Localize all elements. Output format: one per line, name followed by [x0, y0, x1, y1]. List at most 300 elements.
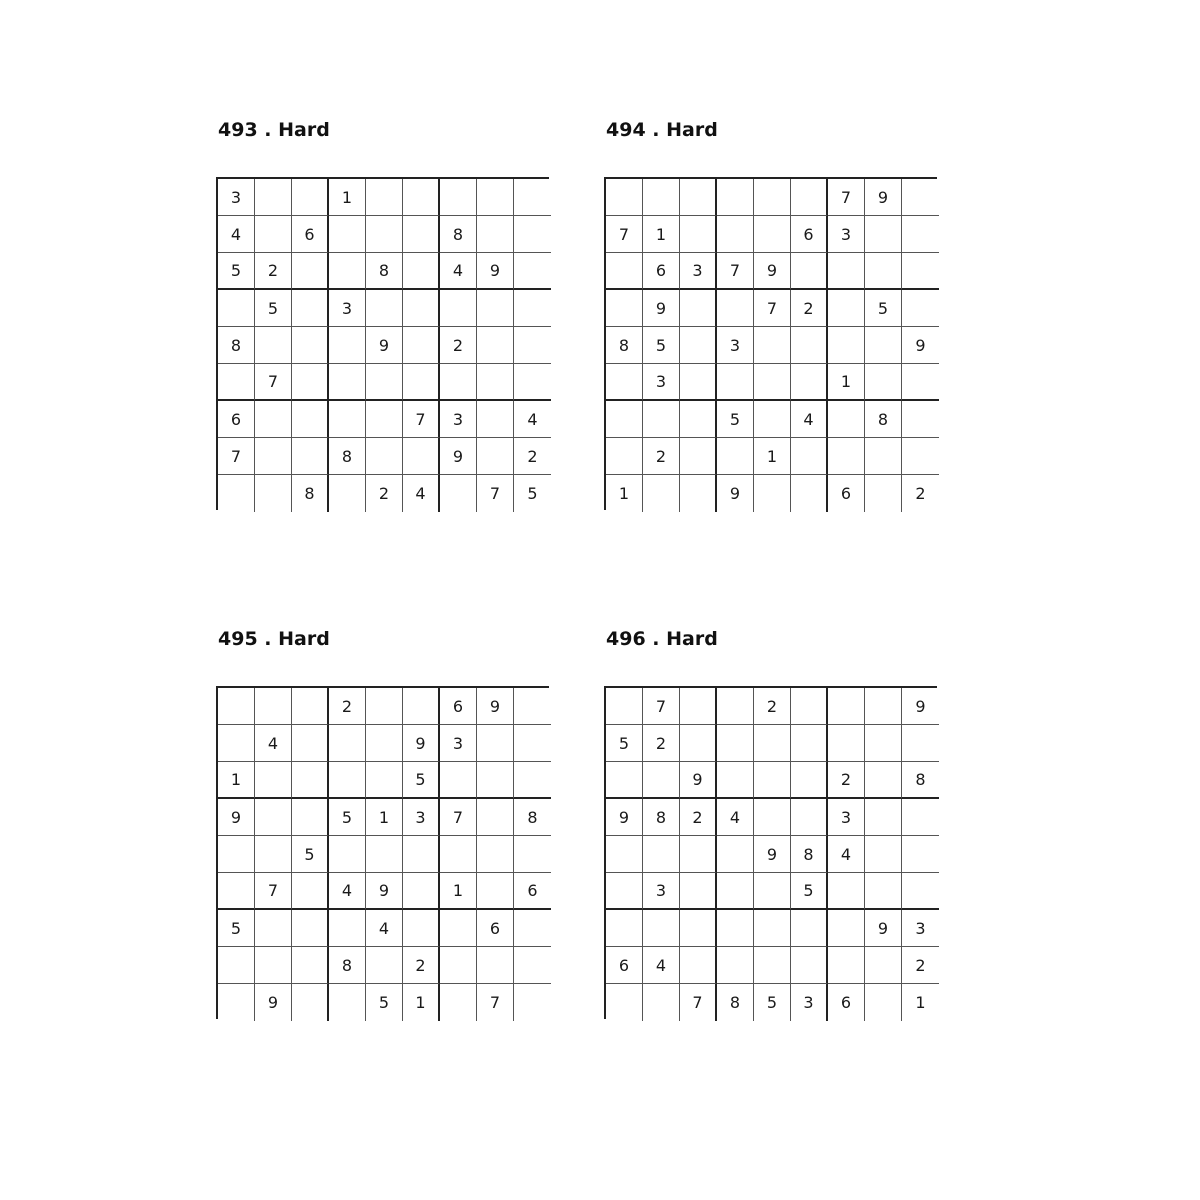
- sudoku-cell: [514, 253, 551, 290]
- sudoku-cell: [255, 216, 292, 253]
- sudoku-cell: [403, 873, 440, 910]
- sudoku-cell: [477, 401, 514, 438]
- sudoku-cell: [902, 836, 939, 873]
- sudoku-cell: 7: [255, 364, 292, 401]
- sudoku-cell: [477, 873, 514, 910]
- sudoku-cell: [218, 475, 255, 512]
- sudoku-cell: 9: [477, 253, 514, 290]
- sudoku-cell: 2: [329, 688, 366, 725]
- sudoku-cell: 7: [828, 179, 865, 216]
- sudoku-cell: [606, 910, 643, 947]
- sudoku-cell: 8: [366, 253, 403, 290]
- sudoku-cell: [403, 364, 440, 401]
- sudoku-cell: [791, 725, 828, 762]
- sudoku-cell: 2: [791, 290, 828, 327]
- sudoku-cell: [292, 179, 329, 216]
- sudoku-cell: [717, 216, 754, 253]
- sudoku-cell: [606, 179, 643, 216]
- sudoku-cell: [514, 836, 551, 873]
- sudoku-cell: [680, 327, 717, 364]
- sudoku-cell: [440, 475, 477, 512]
- sudoku-cell: [643, 179, 680, 216]
- sudoku-cell: 8: [292, 475, 329, 512]
- puzzle-496: [604, 628, 944, 1019]
- sudoku-cell: 6: [477, 910, 514, 947]
- sudoku-cell: 9: [680, 762, 717, 799]
- sudoku-cell: [440, 762, 477, 799]
- sudoku-cell: [606, 290, 643, 327]
- sudoku-cell: [754, 327, 791, 364]
- sudoku-cell: [680, 216, 717, 253]
- sudoku-cell: 7: [403, 401, 440, 438]
- sudoku-cell: 9: [366, 873, 403, 910]
- sudoku-cell: [828, 327, 865, 364]
- sudoku-cell: 7: [255, 873, 292, 910]
- sudoku-cell: 3: [643, 873, 680, 910]
- sudoku-cell: 5: [366, 984, 403, 1021]
- sudoku-cell: [255, 799, 292, 836]
- sudoku-grid: [604, 177, 937, 510]
- sudoku-cell: 9: [717, 475, 754, 512]
- sudoku-cell: 5: [606, 725, 643, 762]
- sudoku-cell: [828, 725, 865, 762]
- sudoku-cell: 6: [828, 984, 865, 1021]
- sudoku-cell: [717, 290, 754, 327]
- sudoku-cell: 5: [643, 327, 680, 364]
- sudoku-cell: [292, 762, 329, 799]
- sudoku-cell: [292, 910, 329, 947]
- sudoku-cell: 5: [218, 910, 255, 947]
- sudoku-cell: [514, 688, 551, 725]
- sudoku-cell: [514, 984, 551, 1021]
- sudoku-cell: [440, 910, 477, 947]
- sudoku-cell: 3: [902, 910, 939, 947]
- sudoku-cell: 8: [440, 216, 477, 253]
- sudoku-cell: [791, 364, 828, 401]
- sudoku-cell: [255, 910, 292, 947]
- sudoku-cell: 1: [366, 799, 403, 836]
- sudoku-cell: 1: [329, 179, 366, 216]
- sudoku-cell: [606, 984, 643, 1021]
- sudoku-cell: [791, 179, 828, 216]
- sudoku-cell: [680, 179, 717, 216]
- sudoku-cell: [606, 438, 643, 475]
- sudoku-cell: [218, 725, 255, 762]
- sudoku-cell: 5: [255, 290, 292, 327]
- sudoku-cell: [828, 688, 865, 725]
- sudoku-cell: [902, 401, 939, 438]
- sudoku-cell: 9: [366, 327, 403, 364]
- sudoku-cell: [902, 216, 939, 253]
- sudoku-cell: [329, 253, 366, 290]
- sudoku-cell: [440, 364, 477, 401]
- sudoku-cell: 8: [643, 799, 680, 836]
- sudoku-cell: [791, 762, 828, 799]
- sudoku-cell: [292, 688, 329, 725]
- sudoku-cell: [292, 799, 329, 836]
- sudoku-cell: [218, 984, 255, 1021]
- sudoku-cell: [255, 438, 292, 475]
- sudoku-cell: 5: [754, 984, 791, 1021]
- sudoku-cell: 2: [403, 947, 440, 984]
- sudoku-cell: [717, 947, 754, 984]
- sudoku-cell: [514, 216, 551, 253]
- sudoku-cell: [791, 910, 828, 947]
- sudoku-cell: 7: [477, 984, 514, 1021]
- sudoku-cell: 3: [828, 216, 865, 253]
- sudoku-cell: [828, 401, 865, 438]
- sudoku-cell: 7: [477, 475, 514, 512]
- sudoku-cell: 8: [865, 401, 902, 438]
- sudoku-cell: 1: [902, 984, 939, 1021]
- sudoku-cell: 3: [440, 725, 477, 762]
- sudoku-cell: [717, 688, 754, 725]
- sudoku-cell: [366, 725, 403, 762]
- sudoku-cell: 9: [440, 438, 477, 475]
- sudoku-cell: [754, 179, 791, 216]
- sudoku-cell: [514, 290, 551, 327]
- sudoku-cell: 3: [218, 179, 255, 216]
- sudoku-cell: [828, 290, 865, 327]
- sudoku-cell: [292, 364, 329, 401]
- sudoku-cell: 9: [403, 725, 440, 762]
- sudoku-cell: 3: [643, 364, 680, 401]
- sudoku-cell: [680, 836, 717, 873]
- sudoku-cell: [366, 438, 403, 475]
- sudoku-cell: [255, 762, 292, 799]
- sudoku-cell: [477, 216, 514, 253]
- sudoku-cell: 6: [791, 216, 828, 253]
- sudoku-cell: [255, 475, 292, 512]
- sudoku-cell: [791, 688, 828, 725]
- sudoku-cell: [865, 216, 902, 253]
- sudoku-cell: [329, 910, 366, 947]
- sudoku-cell: 9: [865, 179, 902, 216]
- sudoku-cell: [329, 364, 366, 401]
- sudoku-cell: [680, 364, 717, 401]
- sudoku-cell: [606, 688, 643, 725]
- sudoku-cell: 4: [440, 253, 477, 290]
- sudoku-cell: [606, 401, 643, 438]
- sudoku-cell: 1: [754, 438, 791, 475]
- sudoku-cell: [606, 364, 643, 401]
- sudoku-cell: 5: [514, 475, 551, 512]
- sudoku-cell: [643, 762, 680, 799]
- sudoku-cell: [902, 799, 939, 836]
- sudoku-cell: [514, 179, 551, 216]
- sudoku-grid: [216, 686, 549, 1019]
- sudoku-cell: [865, 327, 902, 364]
- sudoku-cell: [218, 873, 255, 910]
- sudoku-cell: [440, 179, 477, 216]
- sudoku-cell: [292, 438, 329, 475]
- sudoku-cell: [791, 799, 828, 836]
- sudoku-cell: [255, 327, 292, 364]
- sudoku-cell: [865, 762, 902, 799]
- sudoku-cell: [514, 725, 551, 762]
- sudoku-cell: 4: [643, 947, 680, 984]
- puzzle-494: [604, 119, 944, 510]
- sudoku-cell: 5: [717, 401, 754, 438]
- sudoku-cell: 2: [255, 253, 292, 290]
- sudoku-cell: [680, 725, 717, 762]
- sudoku-cell: 2: [366, 475, 403, 512]
- sudoku-cell: 5: [865, 290, 902, 327]
- sudoku-cell: [292, 327, 329, 364]
- sudoku-cell: [329, 984, 366, 1021]
- sudoku-cell: 8: [514, 799, 551, 836]
- sudoku-cell: [828, 947, 865, 984]
- sudoku-cell: [680, 438, 717, 475]
- sudoku-cell: [865, 873, 902, 910]
- sudoku-cell: [292, 725, 329, 762]
- sudoku-cell: [865, 799, 902, 836]
- sudoku-cell: [440, 290, 477, 327]
- sudoku-cell: [329, 475, 366, 512]
- sudoku-cell: 4: [403, 475, 440, 512]
- sudoku-cell: [477, 179, 514, 216]
- sudoku-cell: [366, 762, 403, 799]
- sudoku-cell: [329, 216, 366, 253]
- sudoku-cell: 8: [329, 947, 366, 984]
- sudoku-cell: 2: [680, 799, 717, 836]
- puzzle-title: 493 . Hard: [218, 119, 330, 141]
- sudoku-cell: 9: [606, 799, 643, 836]
- sudoku-cell: [828, 438, 865, 475]
- puzzle-495: [216, 628, 556, 1019]
- sudoku-cell: [514, 364, 551, 401]
- sudoku-cell: 7: [680, 984, 717, 1021]
- sudoku-cell: [403, 438, 440, 475]
- sudoku-grid: [216, 177, 549, 510]
- sudoku-cell: [329, 762, 366, 799]
- sudoku-cell: [403, 327, 440, 364]
- sudoku-cell: 1: [218, 762, 255, 799]
- sudoku-cell: [754, 873, 791, 910]
- sudoku-cell: [366, 836, 403, 873]
- sudoku-cell: 9: [902, 688, 939, 725]
- sudoku-cell: 5: [292, 836, 329, 873]
- sudoku-cell: 3: [440, 401, 477, 438]
- sudoku-cell: [403, 179, 440, 216]
- sudoku-cell: [791, 475, 828, 512]
- sudoku-cell: 7: [606, 216, 643, 253]
- sudoku-cell: [403, 910, 440, 947]
- sudoku-cell: [643, 836, 680, 873]
- sudoku-cell: [366, 401, 403, 438]
- sudoku-cell: [366, 364, 403, 401]
- sudoku-cell: [754, 910, 791, 947]
- sudoku-cell: 2: [643, 438, 680, 475]
- sudoku-cell: [865, 438, 902, 475]
- sudoku-cell: [514, 947, 551, 984]
- sudoku-cell: [403, 836, 440, 873]
- sudoku-cell: [440, 836, 477, 873]
- sudoku-cell: [255, 179, 292, 216]
- sudoku-cell: 1: [440, 873, 477, 910]
- sudoku-cell: [680, 873, 717, 910]
- sudoku-cell: 9: [477, 688, 514, 725]
- sudoku-cell: [403, 290, 440, 327]
- sudoku-cell: 6: [292, 216, 329, 253]
- sudoku-cell: [643, 910, 680, 947]
- sudoku-cell: [218, 290, 255, 327]
- sudoku-cell: [292, 947, 329, 984]
- sudoku-cell: 2: [828, 762, 865, 799]
- sudoku-cell: [717, 762, 754, 799]
- sudoku-cell: [865, 475, 902, 512]
- sudoku-cell: [754, 762, 791, 799]
- sudoku-cell: 6: [828, 475, 865, 512]
- sudoku-cell: [403, 253, 440, 290]
- sudoku-cell: [477, 762, 514, 799]
- sudoku-cell: [329, 836, 366, 873]
- sudoku-cell: [828, 253, 865, 290]
- sudoku-cell: [514, 762, 551, 799]
- sudoku-cell: [477, 290, 514, 327]
- sudoku-cell: [754, 216, 791, 253]
- sudoku-cell: [477, 725, 514, 762]
- sudoku-cell: 5: [403, 762, 440, 799]
- sudoku-cell: [865, 364, 902, 401]
- sudoku-cell: [754, 475, 791, 512]
- sudoku-cell: [643, 401, 680, 438]
- sudoku-cell: 7: [218, 438, 255, 475]
- sudoku-cell: 2: [643, 725, 680, 762]
- sudoku-cell: 8: [606, 327, 643, 364]
- sudoku-cell: [865, 688, 902, 725]
- sudoku-cell: 3: [717, 327, 754, 364]
- sudoku-cell: 2: [902, 475, 939, 512]
- sudoku-cell: 7: [440, 799, 477, 836]
- sudoku-cell: [477, 799, 514, 836]
- sudoku-cell: 4: [717, 799, 754, 836]
- sudoku-cell: 2: [440, 327, 477, 364]
- sudoku-cell: [902, 253, 939, 290]
- puzzle-493: [216, 119, 556, 510]
- sudoku-cell: [754, 799, 791, 836]
- sudoku-cell: 9: [218, 799, 255, 836]
- sudoku-cell: [477, 438, 514, 475]
- sudoku-cell: [717, 873, 754, 910]
- sudoku-cell: 4: [255, 725, 292, 762]
- sudoku-cell: [477, 947, 514, 984]
- sudoku-cell: [754, 947, 791, 984]
- sudoku-cell: 4: [329, 873, 366, 910]
- sudoku-cell: [902, 364, 939, 401]
- sudoku-cell: [643, 475, 680, 512]
- sudoku-cell: [791, 327, 828, 364]
- sudoku-cell: [865, 725, 902, 762]
- sudoku-cell: [865, 253, 902, 290]
- sudoku-cell: [477, 836, 514, 873]
- sudoku-cell: [329, 327, 366, 364]
- sudoku-cell: [791, 947, 828, 984]
- sudoku-cell: [218, 364, 255, 401]
- sudoku-cell: 6: [606, 947, 643, 984]
- sudoku-cell: 2: [902, 947, 939, 984]
- sudoku-cell: [902, 438, 939, 475]
- sudoku-cell: [329, 401, 366, 438]
- sudoku-cell: [292, 290, 329, 327]
- sudoku-cell: [218, 836, 255, 873]
- sudoku-cell: 2: [514, 438, 551, 475]
- sudoku-cell: 3: [329, 290, 366, 327]
- sudoku-cell: 3: [791, 984, 828, 1021]
- sudoku-cell: [218, 947, 255, 984]
- sudoku-cell: 8: [717, 984, 754, 1021]
- sudoku-cell: [366, 688, 403, 725]
- sudoku-cell: [606, 253, 643, 290]
- sudoku-cell: [292, 873, 329, 910]
- sudoku-cell: 7: [717, 253, 754, 290]
- sudoku-cell: [791, 438, 828, 475]
- sudoku-cell: [828, 873, 865, 910]
- sudoku-cell: [606, 836, 643, 873]
- sudoku-cell: [218, 688, 255, 725]
- sudoku-cell: 1: [606, 475, 643, 512]
- sudoku-cell: [717, 725, 754, 762]
- sudoku-cell: [329, 725, 366, 762]
- sudoku-cell: 8: [791, 836, 828, 873]
- sudoku-cell: [440, 947, 477, 984]
- sudoku-cell: 7: [643, 688, 680, 725]
- sudoku-cell: 9: [902, 327, 939, 364]
- sudoku-cell: [255, 688, 292, 725]
- sudoku-cell: [403, 216, 440, 253]
- sudoku-cell: 6: [643, 253, 680, 290]
- sudoku-cell: [865, 947, 902, 984]
- sudoku-cell: [754, 401, 791, 438]
- sudoku-cell: [606, 873, 643, 910]
- sudoku-cell: 1: [643, 216, 680, 253]
- sudoku-cell: [440, 984, 477, 1021]
- sudoku-cell: [680, 290, 717, 327]
- sudoku-cell: [902, 725, 939, 762]
- sudoku-cell: 5: [329, 799, 366, 836]
- sudoku-cell: 3: [403, 799, 440, 836]
- sudoku-cell: [606, 762, 643, 799]
- sudoku-cell: [717, 910, 754, 947]
- sudoku-cell: [680, 475, 717, 512]
- sudoku-cell: [828, 910, 865, 947]
- sudoku-cell: 9: [255, 984, 292, 1021]
- sudoku-cell: [791, 253, 828, 290]
- sudoku-cell: [403, 688, 440, 725]
- sudoku-cell: [477, 327, 514, 364]
- sudoku-cell: [292, 984, 329, 1021]
- puzzle-title: 496 . Hard: [606, 628, 718, 650]
- sudoku-cell: [902, 873, 939, 910]
- sudoku-cell: 6: [440, 688, 477, 725]
- sudoku-cell: 9: [865, 910, 902, 947]
- sudoku-grid: [604, 686, 937, 1019]
- sudoku-cell: 1: [403, 984, 440, 1021]
- sudoku-cell: [680, 688, 717, 725]
- sudoku-cell: [366, 179, 403, 216]
- sudoku-cell: [514, 910, 551, 947]
- sudoku-cell: 8: [329, 438, 366, 475]
- sudoku-cell: 8: [902, 762, 939, 799]
- sudoku-cell: 3: [680, 253, 717, 290]
- sudoku-cell: [902, 179, 939, 216]
- sudoku-cell: [366, 216, 403, 253]
- sudoku-cell: [680, 910, 717, 947]
- sudoku-cell: [717, 364, 754, 401]
- sudoku-cell: 4: [366, 910, 403, 947]
- sudoku-cell: [754, 725, 791, 762]
- sudoku-cell: 4: [791, 401, 828, 438]
